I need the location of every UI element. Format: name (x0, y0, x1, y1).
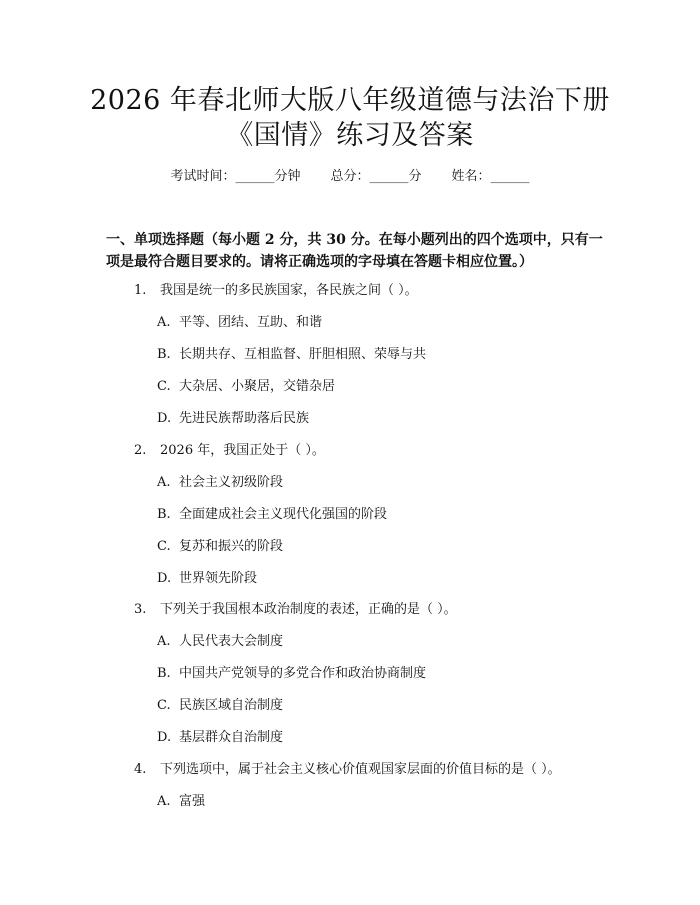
option-item (157, 314, 322, 332)
option-letter: A. (157, 475, 171, 490)
option-item (157, 633, 283, 651)
option-letter: A. (157, 634, 171, 649)
question-number: 3. (134, 602, 147, 617)
option-text: 复苏和振兴的阶段 (179, 539, 284, 554)
option-text: 全面建成社会主义现代化强国的阶段 (179, 507, 388, 522)
option-letter: C. (157, 379, 171, 394)
option-text: 基层群众自治制度 (179, 730, 284, 745)
option-letter: B. (157, 507, 171, 522)
question-number: 4. (134, 762, 147, 777)
question-number: 1. (134, 283, 147, 298)
question-text: 下列选项中，属于社会主义核心价值观国家层面的价值目标的是（ ）。 (160, 762, 561, 777)
exam-meta (0, 168, 700, 186)
option-text: 世界领先阶段 (179, 571, 258, 586)
option-letter: B. (157, 666, 171, 681)
option-item (157, 697, 283, 715)
option-letter: C. (157, 698, 171, 713)
option-letter: D. (157, 571, 172, 586)
option-letter: A. (157, 794, 171, 809)
document-title-line2: 《国情》练习及答案 (226, 120, 474, 151)
question-4 (134, 761, 561, 779)
option-letter: D. (157, 411, 172, 426)
question-text: 2026 年，我国正处于（ ）。 (160, 443, 325, 458)
option-item (157, 378, 335, 396)
option-text: 人民代表大会制度 (179, 634, 284, 649)
question-text: 下列关于我国根本政治制度的表述，正确的是（ ）。 (160, 602, 457, 617)
option-text: 平等、团结、互助、和谐 (179, 315, 323, 330)
option-text: 社会主义初级阶段 (179, 475, 284, 490)
option-text: 先进民族帮助落后民族 (179, 411, 310, 426)
option-text: 民族区域自治制度 (179, 698, 284, 713)
question-2 (134, 442, 325, 460)
option-text: 中国共产党领导的多党合作和政治协商制度 (179, 666, 427, 681)
option-text: 大杂居、小聚居，交错杂居 (179, 379, 336, 394)
section-heading: 一、单项选择题（每小题 2 分，共 30 分。在每小题列出的四个选项中，只有一项是最符合题目要求的。请将正确选项的字母填在答题卡相应位置。） (106, 232, 603, 270)
option-item (157, 474, 283, 492)
option-letter: C. (157, 539, 171, 554)
option-letter: D. (157, 730, 172, 745)
option-item (157, 665, 426, 683)
option-item (157, 570, 257, 588)
option-item (157, 410, 309, 428)
option-letter: A. (157, 315, 171, 330)
question-1 (134, 282, 418, 300)
option-item (157, 506, 387, 524)
option-item (157, 729, 283, 747)
document-title-line1: 2026 年春北师大版八年级道德与法治下册 (90, 85, 610, 116)
option-text: 富强 (179, 794, 206, 809)
exam-name-label: 姓名：______ (451, 169, 530, 184)
option-item (157, 346, 426, 364)
option-item (157, 793, 205, 811)
option-text: 长期共存、互相监督、肝胆相照、荣辱与共 (179, 347, 427, 362)
question-number: 2. (134, 443, 147, 458)
question-text: 我国是统一的多民族国家，各民族之间（ ）。 (160, 283, 418, 298)
exam-time-label: 考试时间：______分钟 (170, 169, 301, 184)
option-letter: B. (157, 347, 171, 362)
option-item (157, 538, 283, 556)
exam-score-label: 总分：______分 (330, 169, 422, 184)
question-3 (134, 601, 457, 619)
